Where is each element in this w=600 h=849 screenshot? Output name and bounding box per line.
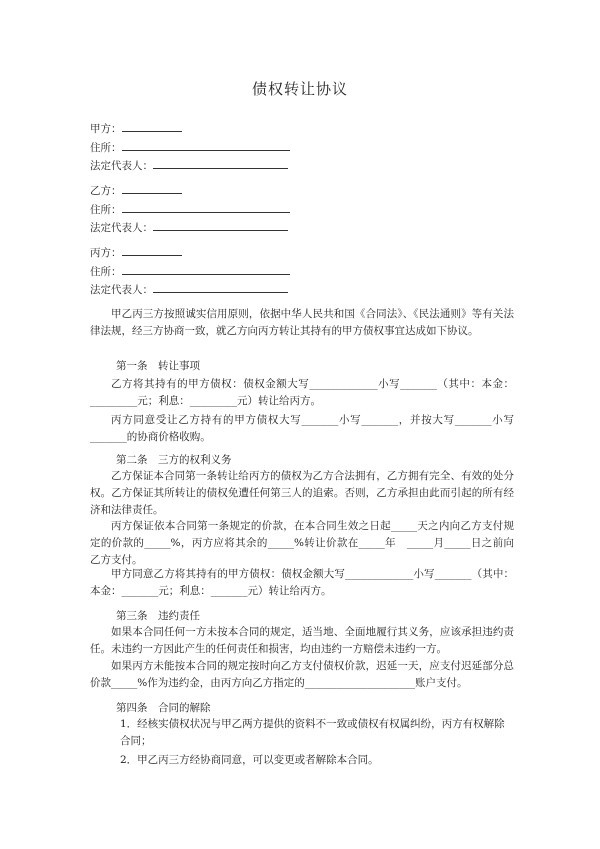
article-2-paragraph-1: 乙方保证本合同第一条转让给丙方的债权为乙方合法拥有，乙方拥有完全、有效的处分权。乙方保证其所转让的债权免遭任何第三人的追索。否则，乙方承担由此而引起的所有经济和法律责任。 [90,470,514,516]
party-c-block [90,244,290,300]
party-b-address-blank[interactable] [122,201,290,213]
article-3-paragraph-1: 如果本合同任何一方未按本合同的规定，适当地、全面地履行其义务，应该承担违约责任。未违约一方因此产生的任何责任和损害，均由违约一方赔偿未违约一方。 [90,626,514,655]
party-c-address-blank[interactable] [122,263,290,275]
party-a-rep-label: 法定代表人： [90,160,153,172]
party-b-name-label: 乙方： [90,185,122,197]
article-3-heading: 第三条 违约责任 [116,610,200,622]
party-c-name-label: 丙方： [90,247,122,259]
party-b-rep-label: 法定代表人： [90,222,153,234]
party-a-name-blank[interactable] [122,120,182,132]
article-1-heading: 第一条 转让事项 [116,360,200,372]
party-a-address-blank[interactable] [122,139,290,151]
document-title: 债权转让协议 [251,80,348,98]
party-a-rep-blank[interactable] [153,157,288,169]
article-1-paragraph-1: 乙方将其持有的甲方债权：债权金额大写_____________小写_______（其中：本金：_________元；利息：_________元）转让给丙方。 [90,378,514,407]
party-b-block [90,182,290,238]
article-2-paragraph-3: 甲方同意乙方将其持有的甲方债权：债权金额大写_____________小写_______（其中：本金：_______元；利息：_______元）转让给丙方。 [90,568,514,597]
article-4-item-1: 1．经核实债权状况与甲乙两方提供的资料不一致或债权有权属纠纷，丙方有权解除合同； [120,718,505,747]
party-b-rep-blank[interactable] [153,219,288,231]
article-4-heading: 第四条 合同的解除 [116,702,211,714]
article-4-item-2: 2．甲乙丙三方经协商同意，可以变更或者解除本合同。 [120,754,379,766]
article-3-paragraph-2: 如果丙方未能按本合同的规定按时向乙方支付债权价款，迟延一天，应支付迟延部分总价款_____%作为违约金，由丙方向乙方指定的_____________________账户支付。 [90,660,514,689]
party-c-address-label: 住所： [90,265,122,278]
party-a-block [90,120,290,176]
party-a-address-label: 住所： [90,141,122,154]
party-c-name-blank[interactable] [122,244,182,256]
article-1-paragraph-2: 丙方同意受让乙方持有的甲方债权大写_______小写_______，并按大写_______小写_______的协商价格收购。 [90,414,514,443]
party-a-name-label: 甲方： [90,123,122,135]
article-2-heading: 第二条 三方的权利义务 [116,454,232,466]
preamble-paragraph: 甲乙丙三方按照诚实信用原则，依据中华人民共和国《合同法》、《民法通则》等有关法律法规，经三方协商一致，就乙方向丙方转让其持有的甲方债权事宜达成如下协议。 [90,308,514,337]
article-2-paragraph-2: 丙方保证依本合同第一条规定的价款，在本合同生效之日起_____天之内向乙方支付规定的价款的_____%，丙方应将其余的_____%转让价款在_____年 _____月_____日之前向乙方支付。 [90,520,514,566]
party-c-rep-blank[interactable] [153,281,288,293]
party-b-name-blank[interactable] [122,182,182,194]
party-b-address-label: 住所： [90,203,122,216]
party-c-rep-label: 法定代表人： [90,284,153,296]
